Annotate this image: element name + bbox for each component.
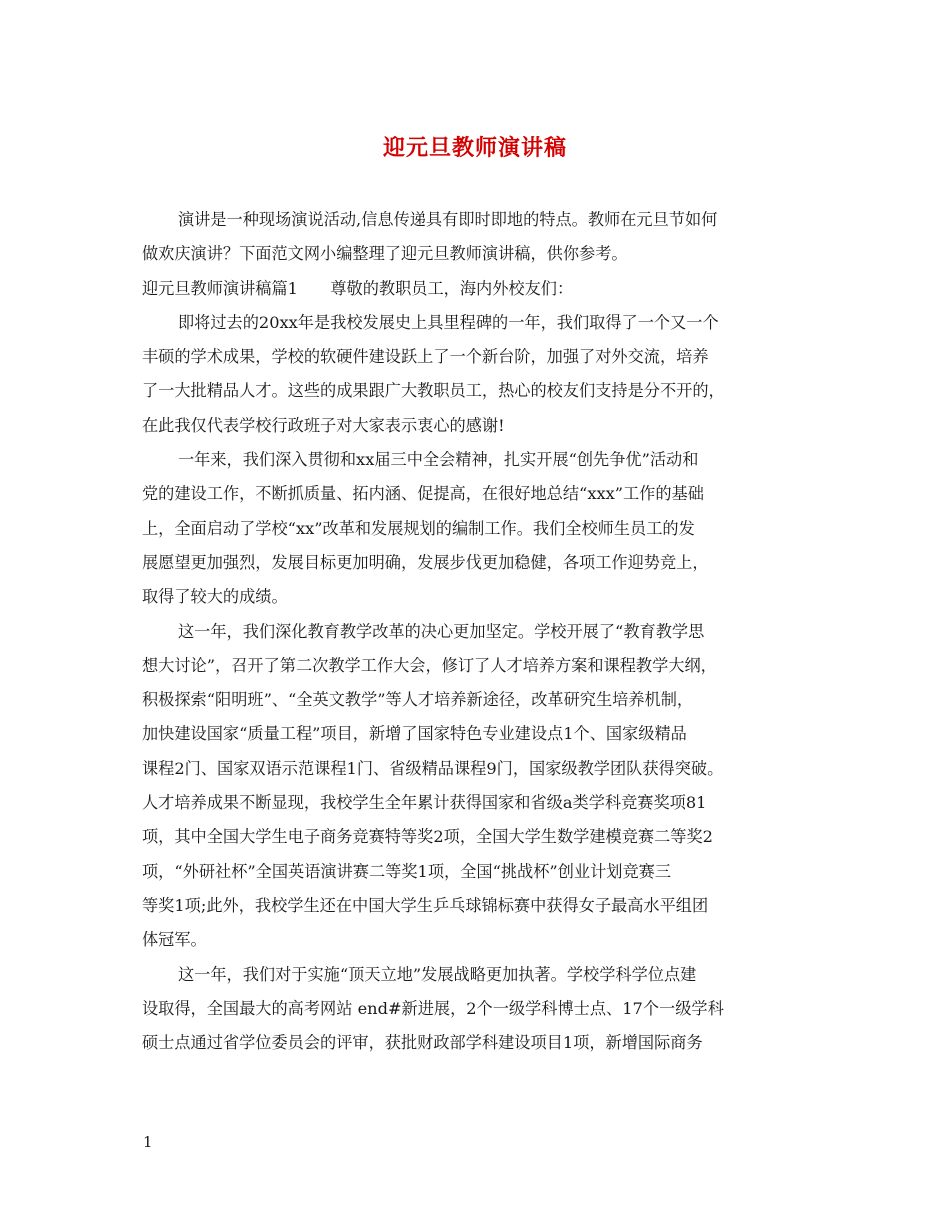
paragraph-line: 等奖1项;此外，我校学生还在中国大学生乒乓球锦标赛中获得女子最高水平组团 [142,895,709,915]
paragraph-line: 这一年，我们深化教育教学改革的决心更加坚定。学校开展了“教育教学思 [178,621,705,641]
paragraph-line: 展愿望更加强烈，发展目标更加明确，发展步伐更加稳健，各项工作迎势竞上， [142,552,709,572]
document-title: 迎元旦教师演讲稿 [382,136,567,161]
paragraph-line: 课程2门、国家双语示范课程1门、省级精品课程9门，国家级教学团队获得突破。 [142,758,724,778]
paragraph-line: 上，全面启动了学校“xx”改革和发展规划的编制工作。我们全校师生员工的发 [142,518,695,538]
document-body [142,203,822,1060]
paragraph-line: 这一年，我们对于实施“顶天立地”发展战略更加执著。学校学科学位点建 [178,964,697,984]
paragraph-line: 设取得，全国最大的高考网站 end#新进展，2个一级学科博士点、17个一级学科 [142,998,724,1018]
page-number: 1 [143,1133,153,1151]
paragraph-line: 体冠军。 [142,930,207,950]
paragraph-line: 项，“外研社杯”全国英语演讲赛二等奖1项，全国“挑战杯”创业计划竞赛三 [142,861,672,881]
paragraph-line: 硕士点通过省学位委员会的评审，获批财政部学科建设项目1项，新增国际商务 [142,1033,703,1053]
paragraph-line: 积极探索“阳明班”、“全英文教学”等人才培养新途径，改革研究生培养机制， [142,690,694,710]
paragraph-line: 了一大批精品人才。这些的成果跟广大教职员工，热心的校友们支持是分不开的， [142,381,725,401]
paragraph-line: 即将过去的20xx年是我校发展史上具里程碑的一年，我们取得了一个又一个 [178,312,719,332]
paragraph-line: 想大讨论”，召开了第二次教学工作大会，修订了人才培养方案和课程教学大纲， [142,655,717,675]
paragraph-line: 取得了较大的成绩。 [142,587,288,607]
paragraph-line: 演讲是一种现场演说活动,信息传递具有即时即地的特点。教师在元旦节如何 [178,210,718,229]
paragraph-line: 丰硕的学术成果，学校的软硬件建设跃上了一个新台阶，加强了对外交流，培养 [142,347,709,367]
section-heading-line: 迎元旦教师演讲稿篇1 尊敬的教职员工，海内外校友们： [142,278,574,298]
paragraph-line: 党的建设工作，不断抓质量、拓内涵、促提高，在很好地总结“xxx”工作的基础 [142,484,704,504]
paragraph-line: 加快建设国家“质量工程”项目，新增了国家特色专业建设点1个、国家级精品 [142,724,687,744]
paragraph-line: 一年来，我们深入贯彻和xx届三中全会精神，扎实开展“创先争优”活动和 [178,450,699,470]
paragraph-line: 项，其中全国大学生电子商务竞赛特等奖2项，全国大学生数学建模竞赛二等奖2 [142,827,713,847]
paragraph-line: 在此我仅代表学校行政班子对大家表示衷心的感谢! [142,415,505,435]
paragraph-line: 人才培养成果不断显现，我校学生全年累计获得国家和省级a类学科竞赛奖项81 [142,793,707,813]
paragraph-line: 做欢庆演讲？下面范文网小编整理了迎元旦教师演讲稿，供你参考。 [142,244,628,264]
